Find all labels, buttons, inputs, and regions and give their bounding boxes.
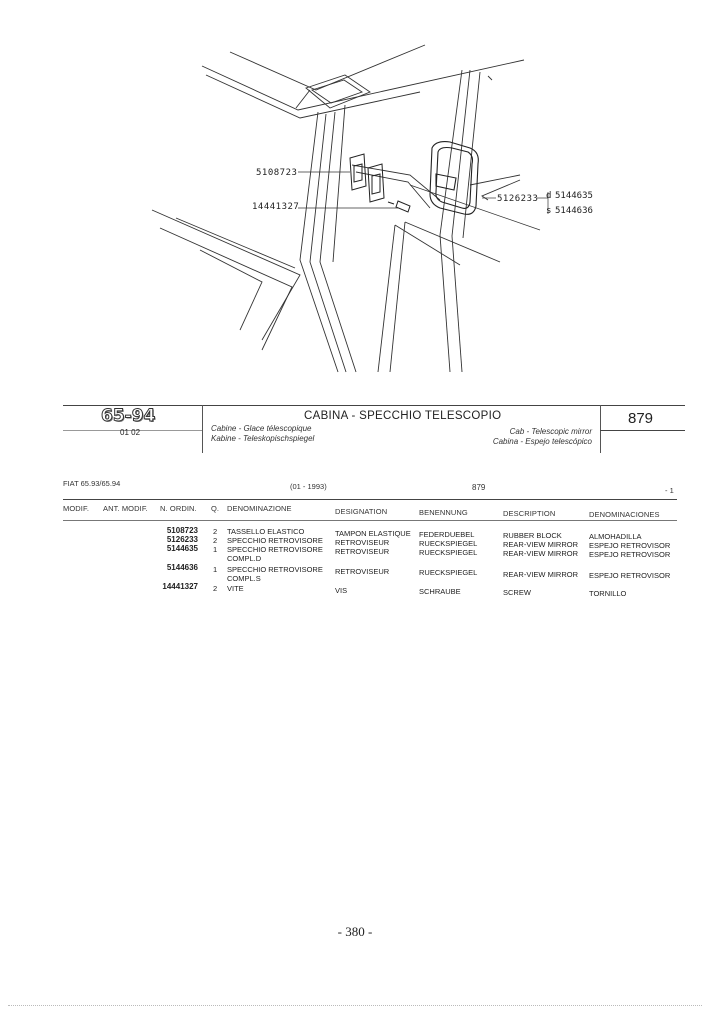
row-desc-fr: RETROVISEUR xyxy=(335,567,390,576)
row-desc-de: SCHRAUBE xyxy=(419,587,461,596)
row-desc-en: REAR-VIEW MIRROR xyxy=(503,540,578,549)
page-number: - 380 - xyxy=(337,924,373,939)
col-de: BENENNUNG xyxy=(419,508,468,517)
row-part-number: 5108723 xyxy=(166,526,198,535)
exploded-view-diagram xyxy=(0,0,710,400)
row-desc-it: SPECCHIO RETROVISORE xyxy=(227,536,323,545)
row-part-number: 5144635 xyxy=(166,544,198,553)
row-desc-en: REAR-VIEW MIRROR xyxy=(503,570,578,579)
table-top-rule xyxy=(63,499,677,500)
header-divider-left xyxy=(202,405,203,453)
row-desc-it: TASSELLO ELASTICO xyxy=(227,527,305,536)
col-fr: DESIGNATION xyxy=(335,507,388,516)
callout-5108723: 5108723 xyxy=(256,168,298,178)
row-desc-es: TORNILLO xyxy=(589,589,627,598)
model-code: 01 02 xyxy=(120,428,141,437)
row-desc-de: RUECKSPIEGEL xyxy=(419,539,478,548)
subtitle-fr: Cabine - Glace télescopique xyxy=(211,424,312,433)
row-qty: 1 xyxy=(213,545,218,554)
row-desc-it: SPECCHIO RETROVISORE xyxy=(227,565,323,574)
callout-5144636: 5144636 xyxy=(555,206,593,216)
callout-14441327: 14441327 xyxy=(252,202,300,212)
row-qty: 1 xyxy=(213,565,218,574)
col-ant-modif: ANT. MODIF. xyxy=(103,504,148,513)
table-header-rule xyxy=(63,520,677,521)
subtitle-de: Kabine - Teleskopischspiegel xyxy=(211,434,315,443)
col-es: DENOMINACIONES xyxy=(589,510,660,519)
row-desc-it-cont: COMPL.S xyxy=(227,574,261,583)
row-desc-es: ESPEJO RETROVISOR xyxy=(589,571,671,580)
callout-5126233: 5126233 xyxy=(497,194,539,204)
row-desc-fr: RETROVISEUR xyxy=(335,538,390,547)
row-desc-es: ALMOHADILLA xyxy=(589,532,642,541)
row-desc-fr: TAMPON ELASTIQUE xyxy=(335,529,411,538)
row-desc-de: RUECKSPIEGEL xyxy=(419,548,478,557)
row-desc-es: ESPEJO RETROVISOR xyxy=(589,541,671,550)
row-desc-en: SCREW xyxy=(503,588,531,597)
row-desc-it: VITE xyxy=(227,584,244,593)
header-number-rule xyxy=(600,430,685,431)
col-qty: Q. xyxy=(211,504,220,513)
row-desc-en: RUBBER BLOCK xyxy=(503,531,562,540)
subtitle-en: Cab - Telescopic mirror xyxy=(509,427,592,436)
row-desc-en: REAR-VIEW MIRROR xyxy=(503,549,578,558)
scan-edge xyxy=(8,1005,702,1006)
callout-sx-prefix: s xyxy=(546,206,552,216)
row-desc-it-cont: COMPL.D xyxy=(227,554,262,563)
row-desc-de: RUECKSPIEGEL xyxy=(419,568,478,577)
col-it: DENOMINAZIONE xyxy=(227,504,292,513)
col-n-ordin: N. ORDIN. xyxy=(160,504,197,513)
col-modif: MODIF. xyxy=(63,504,90,513)
callout-5144635: 5144635 xyxy=(555,191,593,201)
col-en: DESCRIPTION xyxy=(503,509,556,518)
model-name: FIAT 65.93/65.94 xyxy=(63,479,121,488)
row-desc-fr: VIS xyxy=(335,586,348,595)
row-part-number: 14441327 xyxy=(162,582,198,591)
row-part-number: 5144636 xyxy=(166,563,198,572)
row-qty: 2 xyxy=(213,536,218,545)
meta-table-number: 879 xyxy=(472,483,486,492)
model-logo: 65-94 xyxy=(101,406,156,426)
page-title: CABINA - SPECCHIO TELESCOPIO xyxy=(304,410,502,422)
row-qty: 2 xyxy=(213,527,218,536)
row-part-number: 5126233 xyxy=(166,535,198,544)
row-desc-de: FEDERDUEBEL xyxy=(419,530,475,539)
row-qty: 2 xyxy=(213,584,218,593)
row-desc-fr: RETROVISEUR xyxy=(335,547,390,556)
table-number: 879 xyxy=(628,410,654,427)
subtitle-es: Cabina - Espejo telescópico xyxy=(492,437,592,446)
sheet-number: - 1 xyxy=(665,486,674,495)
row-desc-es: ESPEJO RETROVISOR xyxy=(589,550,671,559)
callout-dx-prefix: d xyxy=(546,191,552,201)
row-desc-it: SPECCHIO RETROVISORE xyxy=(227,545,323,554)
header-divider-right xyxy=(600,405,601,453)
date-range: (01 - 1993) xyxy=(290,482,327,491)
